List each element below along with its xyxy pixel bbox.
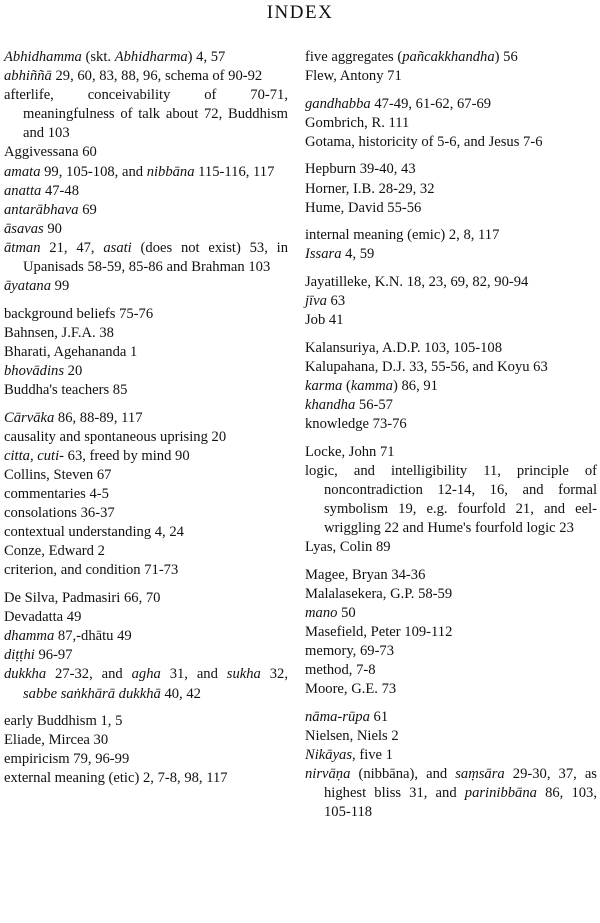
index-entry: empiricism 79, 96-99 xyxy=(4,751,130,768)
index-entry: Nielsen, Niels 2 xyxy=(305,728,399,744)
index-entry: Magee, Bryan 34-36 xyxy=(305,566,426,583)
index-letter-group xyxy=(305,95,597,152)
index-entry: commentaries 4-5 xyxy=(4,486,109,503)
index-letter-group xyxy=(4,409,288,581)
index-entry: De Silva, Padmasiri 66, 70 xyxy=(4,590,161,607)
index-entry: Bharati, Agehananda 1 xyxy=(4,343,138,360)
index-letter-group xyxy=(4,48,288,296)
index-entry: nirvāṇa (nibbāna), and saṃsāra 29-30, 37, as highest bliss 31, and parinibbāna 86, 103, 105-118 xyxy=(305,766,597,821)
index-entry: Gotama, historicity of 5-6, and Jesus 7-6 xyxy=(305,133,543,150)
index-entry: Hepburn 39-40, 43 xyxy=(305,161,416,178)
index-entry: Flew, Antony 71 xyxy=(305,68,402,85)
index-letter-group xyxy=(305,339,597,434)
index-entry: knowledge 73-76 xyxy=(305,416,407,433)
index-entry: causality and spontaneous uprising 20 xyxy=(4,428,227,445)
index-entry: mano 50 xyxy=(305,604,356,621)
index-entry: external meaning (etic) 2, 7-8, 98, 117 xyxy=(4,770,228,787)
index-entry: Masefield, Peter 109-112 xyxy=(305,624,453,641)
index-entry: Buddha's teachers 85 xyxy=(4,382,128,399)
index-entry: Job 41 xyxy=(305,312,344,329)
index-letter-group xyxy=(305,566,597,700)
index-entry: Kalansuriya, A.D.P. 103, 105-108 xyxy=(305,339,503,356)
index-entry: āsavas 90 xyxy=(4,220,62,237)
index-entry: Aggivessana 60 xyxy=(4,144,97,161)
index-entry: method, 7-8 xyxy=(305,662,376,679)
index-entry: anatta 47-48 xyxy=(4,182,79,199)
index-entry: gandhabba 47-49, 61-62, 67-69 xyxy=(305,95,492,112)
index-entry: contextual understanding 4, 24 xyxy=(4,524,184,541)
index-entry: Kalupahana, D.J. 33, 55-56, and Koyu 63 xyxy=(305,358,548,375)
index-entry: early Buddhism 1, 5 xyxy=(4,713,123,730)
index-entry: ātman 21, 47, asati (does not exist) 53, in Upanisads 58-59, 85-86 and Brahman 103 xyxy=(4,239,288,276)
index-entry: Locke, John 71 xyxy=(305,443,395,460)
index-entry: dhamma 87,-dhātu 49 xyxy=(4,628,132,645)
index-letter-group xyxy=(305,273,597,330)
index-entry: abhiññā 29, 60, 83, 88, 96, schema of 90-92 xyxy=(4,68,263,85)
index-entry: Issara 4, 59 xyxy=(305,246,375,263)
index-letter-group xyxy=(305,226,597,264)
index-entry: Collins, Steven 67 xyxy=(4,466,112,483)
index-entry: Hume, David 55-56 xyxy=(305,199,422,216)
index-entry: Abhidhamma (skt. Abhidharma) 4, 57 xyxy=(4,49,226,65)
index-entry: antarābhava 69 xyxy=(4,201,97,218)
index-entry: criterion, and condition 71-73 xyxy=(4,562,179,579)
index-entry: background beliefs 75-76 xyxy=(4,305,154,322)
index-entry: five aggregates (pañcakkhandha) 56 xyxy=(305,49,518,65)
index-column-left xyxy=(4,48,288,797)
index-entry: afterlife, conceivability of 70-71, meaningfulness of talk about 72, Buddhism and 103 xyxy=(4,87,288,142)
index-column-right xyxy=(305,48,597,831)
index-entry: Gombrich, R. 111 xyxy=(305,114,410,131)
index-entry: nāma-rūpa 61 xyxy=(305,708,389,725)
index-entry: citta, cuti- 63, freed by mind 90 xyxy=(4,447,190,464)
index-entry: internal meaning (emic) 2, 8, 117 xyxy=(305,227,500,244)
index-entry: diṭṭhi 96-97 xyxy=(4,647,73,664)
index-letter-group xyxy=(305,443,597,558)
index-entry: memory, 69-73 xyxy=(305,643,395,660)
index-letter-group xyxy=(305,160,597,217)
index-letter-group xyxy=(305,48,597,86)
index-entry: Horner, I.B. 28-29, 32 xyxy=(305,180,435,197)
index-entry: Jayatilleke, K.N. 18, 23, 69, 82, 90-94 xyxy=(305,273,529,290)
index-entry: jīva 63 xyxy=(305,293,346,310)
index-entry: bhovādins 20 xyxy=(4,363,83,379)
index-entry: Devadatta 49 xyxy=(4,609,82,626)
index-entry: āyatana 99 xyxy=(4,278,70,295)
index-entry: Moore, G.E. 73 xyxy=(305,681,397,698)
index-entry: Conze, Edward 2 xyxy=(4,543,105,560)
index-entry: logic, and intelligibility 11, principle of noncontradiction 12-14, 16, and formal symbolism 19, e.g. fourfold 21, and eel-wriggling 22 and Hume's fourfold logic 23 xyxy=(305,462,597,537)
index-entry: amata 99, 105-108, and nibbāna 115-116, 117 xyxy=(4,163,275,180)
index-entry: Eliade, Mircea 30 xyxy=(4,732,109,749)
index-entry: Nikāyas, five 1 xyxy=(305,747,393,764)
index-entry: dukkha 27-32, and agha 31, and sukha 32, sabbe saṅkhārā dukkhā 40, 42 xyxy=(4,666,288,702)
index-entry: Malalasekera, G.P. 58-59 xyxy=(305,585,453,602)
index-entry: Bahnsen, J.F.A. 38 xyxy=(4,324,114,341)
index-letter-group xyxy=(4,305,288,400)
index-letter-group xyxy=(4,589,288,704)
index-entry: khandha 56-57 xyxy=(305,397,393,413)
index-entry: Lyas, Colin 89 xyxy=(305,539,391,556)
index-entry: Cārvāka 86, 88-89, 117 xyxy=(4,409,143,426)
index-entry: consolations 36-37 xyxy=(4,505,115,522)
index-letter-group xyxy=(4,712,288,788)
index-title: INDEX xyxy=(266,2,334,23)
index-letter-group xyxy=(305,708,597,823)
index-entry: karma (kamma) 86, 91 xyxy=(305,377,438,394)
